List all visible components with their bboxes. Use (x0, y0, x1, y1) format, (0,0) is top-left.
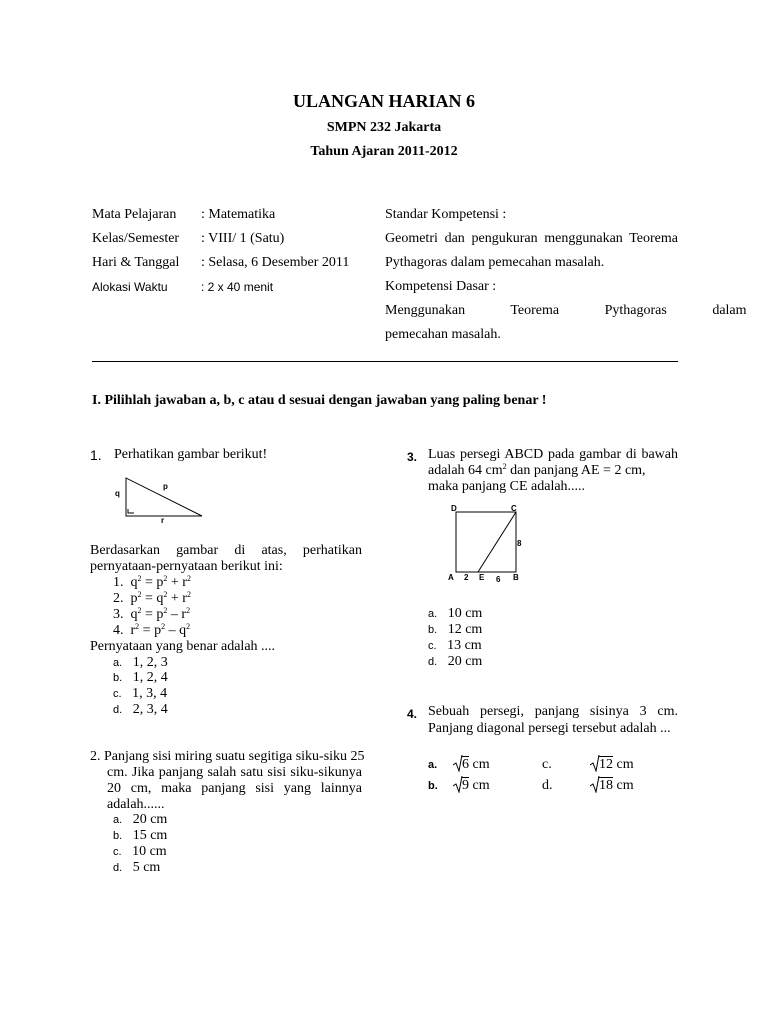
q4-option-d[interactable]: d. 18 cm (542, 778, 634, 793)
q3-option-b[interactable]: b. 12 cm (428, 622, 483, 637)
q4-option-a[interactable]: a. 6 cm (428, 757, 490, 772)
q1-text-2: pernyataan-pernyataan berikut ini: (90, 559, 283, 574)
q3-label-b: B (513, 573, 519, 582)
sqrt-icon: 12 (590, 757, 613, 773)
sk-line-1: Geometri dan pengukuran menggunakan Teorema (385, 231, 678, 246)
q3-option-a[interactable]: a. 10 cm (428, 606, 483, 621)
q1-label-q: q (115, 489, 120, 498)
q2-option-b[interactable]: b. 15 cm (113, 828, 168, 843)
time-label: Alokasi Waktu (92, 280, 168, 294)
academic-year: Tahun Ajaran 2011-2012 (310, 144, 458, 159)
q2-line-4: adalah...... (107, 797, 165, 812)
q1-option-b[interactable]: b. 1, 2, 4 (113, 670, 168, 685)
q3-label-a: A (448, 573, 454, 582)
sk-label: Standar Kompetensi : (385, 207, 507, 222)
q1-option-d[interactable]: d. 2, 3, 4 (113, 702, 168, 717)
q1-prompt: Perhatikan gambar berikut! (114, 447, 268, 462)
q1-triangle-figure (110, 470, 210, 526)
q1-statement-3: 3. $q^2 = p^2 - r^2$ (113, 606, 191, 622)
q2-option-a[interactable]: a. 20 cm (113, 812, 168, 827)
subject-label: Mata Pelajaran (92, 207, 177, 222)
q3-option-d[interactable]: d. 20 cm (428, 654, 483, 669)
sqrt-icon: 18 (590, 778, 613, 794)
q3-label-6: 6 (496, 575, 501, 584)
date-label: Hari & Tanggal (92, 255, 180, 270)
q1-number: 1. (90, 447, 102, 463)
q2-line-1: 2. Panjang sisi miring suatu segitiga siku-siku 25 (90, 749, 365, 764)
q2-line-3: 20 cm, maka panjang sisi yang lainnya (107, 781, 362, 796)
section-instruction: I. Pilihlah jawaban a, b, c atau d sesuai dengan jawaban yang paling benar ! (92, 393, 547, 408)
sk-line-2: Pythagoras dalam pemecahan masalah. (385, 255, 605, 270)
q1-option-a[interactable]: a. 1, 2, 3 (113, 655, 168, 670)
q2-option-d[interactable]: d. 5 cm (113, 860, 161, 875)
q2-option-c[interactable]: c. 10 cm (113, 844, 167, 859)
q2-line-2: cm. Jika panjang salah satu sisi siku-sikunya (107, 765, 362, 780)
q3-label-8: 8 (517, 539, 522, 548)
q1-option-c[interactable]: c. 1, 3, 4 (113, 686, 168, 701)
school-name: SMPN 232 Jakarta (326, 120, 442, 135)
q1-label-p: p (163, 482, 168, 491)
q3-label-e: E (479, 573, 485, 582)
exam-title: ULANGAN HARIAN 6 (292, 91, 475, 111)
date-value: : Selasa, 6 Desember 2011 (201, 255, 350, 270)
q1-statement-2: 2. $p^2 = q^2 + r^2$ (113, 590, 191, 606)
sqrt-icon: 9 (453, 778, 469, 794)
q3-line-2: adalah 64 $cm^2$ dan panjang AE = 2 cm, (428, 462, 646, 478)
q1-statement-1: 1. $q^2 = p^2 + r^2$ (113, 574, 191, 590)
kd-label: Kompetensi Dasar : (385, 279, 497, 294)
header-divider (92, 361, 678, 362)
kd-line-1: Menggunakan Teorema Pythagoras dalam (385, 303, 747, 318)
q4-line-1: Sebuah persegi, panjang sisinya 3 cm. (428, 704, 678, 719)
q4-option-b[interactable]: b. 9 cm (428, 778, 490, 793)
class-value: : VIII/ 1 (Satu) (201, 231, 285, 246)
q3-label-c: C (511, 504, 517, 513)
q1-question: Pernyataan yang benar adalah .... (90, 639, 276, 654)
q1-text-1: Berdasarkan gambar di atas, perhatikan (90, 543, 362, 558)
q3-option-c[interactable]: c. 13 cm (428, 638, 482, 653)
q3-number: 3. (407, 450, 418, 464)
q3-line-1: Luas persegi ABCD pada gambar di bawah (428, 447, 678, 462)
q3-line-3: maka panjang CE adalah..... (428, 479, 586, 494)
q3-square-figure (440, 500, 530, 586)
q4-number: 4. (407, 707, 418, 721)
time-value: : 2 x 40 menit (201, 280, 274, 294)
q4-option-c[interactable]: c. 12 cm (542, 757, 634, 772)
sqrt-icon: 6 (453, 757, 469, 773)
kd-line-2: pemecahan masalah. (385, 327, 501, 342)
q1-statement-4: 4. $r^2 = p^2 - q^2$ (113, 622, 191, 638)
q3-label-2: 2 (464, 573, 469, 582)
q1-label-r: r (161, 516, 165, 525)
subject-value: : Matematika (201, 207, 276, 222)
class-label: Kelas/Semester (92, 231, 180, 246)
q3-label-d: D (451, 504, 457, 513)
q4-line-2: Panjang diagonal persegi tersebut adalah ... (428, 721, 671, 736)
